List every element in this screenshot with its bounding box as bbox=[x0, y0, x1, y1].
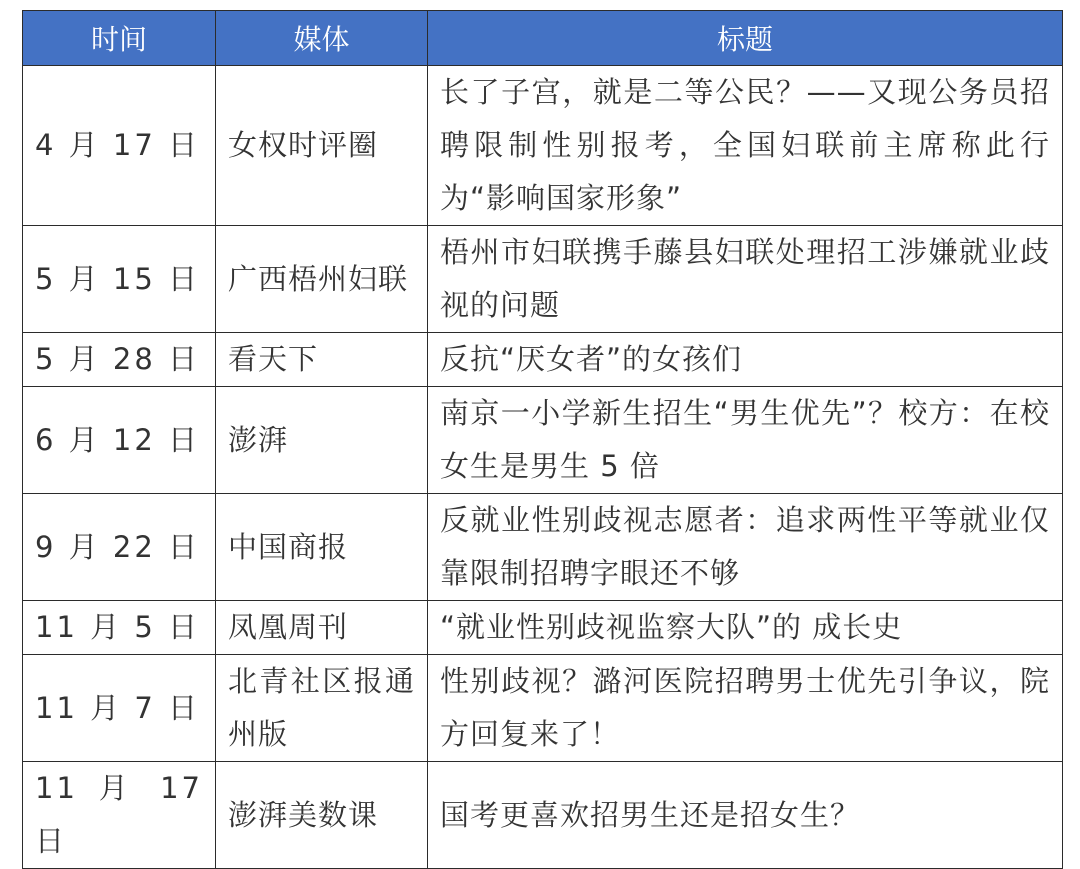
cell-date: 11 月 17 日 bbox=[23, 762, 216, 869]
cell-media: 中国商报 bbox=[216, 494, 428, 601]
table-row bbox=[23, 66, 1063, 226]
table-row bbox=[23, 655, 1063, 762]
cell-media: 澎湃 bbox=[216, 387, 428, 494]
cell-title: 梧州市妇联携手藤县妇联处理招工涉嫌就业歧视的问题 bbox=[428, 226, 1063, 333]
cell-media: 凤凰周刊 bbox=[216, 601, 428, 655]
cell-date: 9 月 22 日 bbox=[23, 494, 216, 601]
header-media: 媒体 bbox=[216, 11, 428, 66]
table-row bbox=[23, 762, 1063, 869]
cell-media: 澎湃美数课 bbox=[216, 762, 428, 869]
cell-media: 广西梧州妇联 bbox=[216, 226, 428, 333]
media-report-table bbox=[22, 10, 1063, 869]
header-date: 时间 bbox=[23, 11, 216, 66]
cell-title: 国考更喜欢招男生还是招女生？ bbox=[428, 762, 1063, 869]
header-title: 标题 bbox=[428, 11, 1063, 66]
cell-title: 反抗“厌女者”的女孩们 bbox=[428, 333, 1063, 387]
cell-date: 4 月 17 日 bbox=[23, 66, 216, 226]
table-row bbox=[23, 601, 1063, 655]
cell-date: 5 月 15 日 bbox=[23, 226, 216, 333]
table-header-row bbox=[23, 11, 1063, 66]
cell-media: 北青社区报通州版 bbox=[216, 655, 428, 762]
cell-date: 5 月 28 日 bbox=[23, 333, 216, 387]
cell-date: 11 月 7 日 bbox=[23, 655, 216, 762]
cell-media: 看天下 bbox=[216, 333, 428, 387]
cell-title: 长了子宫，就是二等公民？——又现公务员招聘限制性别报考，全国妇联前主席称此行为“影响国家形象” bbox=[428, 66, 1063, 226]
table-row bbox=[23, 226, 1063, 333]
table-row bbox=[23, 333, 1063, 387]
cell-media: 女权时评圈 bbox=[216, 66, 428, 226]
table-row bbox=[23, 494, 1063, 601]
cell-title: 反就业性别歧视志愿者：追求两性平等就业仅靠限制招聘字眼还不够 bbox=[428, 494, 1063, 601]
table-row bbox=[23, 387, 1063, 494]
cell-date: 11 月 5 日 bbox=[23, 601, 216, 655]
cell-title: “就业性别歧视监察大队”的 成长史 bbox=[428, 601, 1063, 655]
cell-title: 性别歧视？潞河医院招聘男士优先引争议，院方回复来了！ bbox=[428, 655, 1063, 762]
cell-date: 6 月 12 日 bbox=[23, 387, 216, 494]
cell-title: 南京一小学新生招生“男生优先”？校方：在校女生是男生 5 倍 bbox=[428, 387, 1063, 494]
